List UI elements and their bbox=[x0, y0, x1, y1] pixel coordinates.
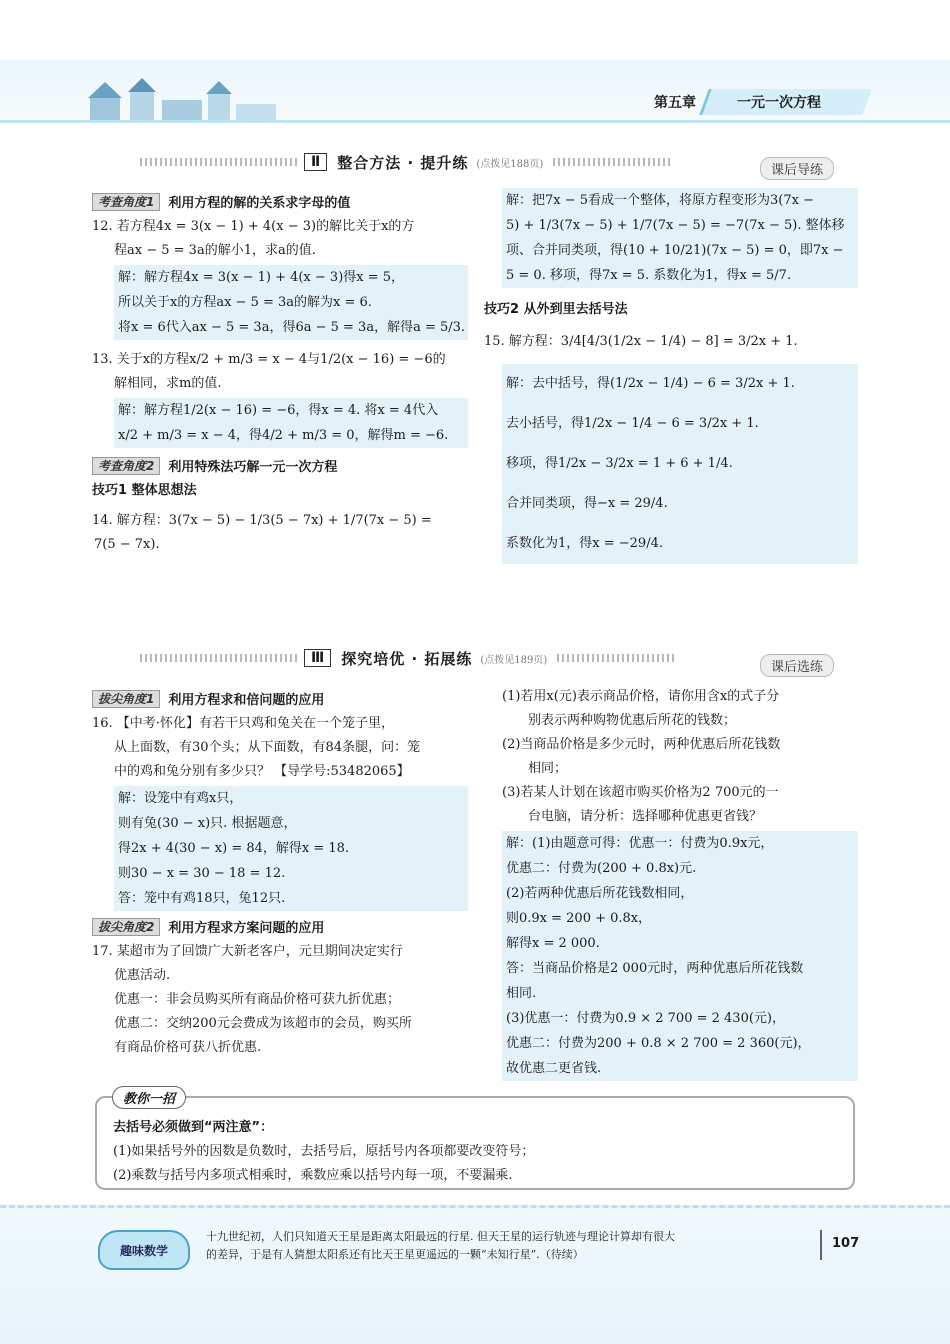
angle-heading: 考查角度1 利用方程的解的关系求字母的值 bbox=[92, 192, 472, 211]
hatch-decoration bbox=[140, 158, 300, 166]
technique-2: 技巧2 从外到里去括号法 bbox=[484, 302, 628, 317]
angle-heading: 拔尖角度2 利用方程求方案问题的应用 bbox=[92, 917, 472, 936]
technique-1: 技巧1 整体思想法 bbox=[92, 483, 197, 498]
chapter-title: 一元一次方程 bbox=[699, 89, 871, 115]
hatch-decoration bbox=[140, 654, 300, 662]
solution-17: 解：(1)由题意可得：优惠一：付费为0.9x元， 优惠二：付费为(200 + 0.8x)元. (2)若两种优惠后所花钱数相同， 则0.9x = 200 + 0.8x， 解得x = 2 000. 答：当商品价格是2 000元时，两种优惠后所花钱数 相同. (3)优惠一：付费为0.9 × 2 700 = 2 430(元)， 优惠二：付费为200 + 0.8 × 2 700 = 2 360(元)， 故优惠二更省钱. bbox=[502, 831, 858, 1081]
hatch-decoration bbox=[557, 654, 677, 662]
hatch-decoration bbox=[553, 158, 673, 166]
tip-badge: 教你一招 bbox=[112, 1086, 186, 1109]
angle-heading: 考查角度2 利用特殊法巧解一元一次方程 bbox=[92, 456, 472, 475]
problem-13: 13. 关于x的方程x/2 + m/3 = x − 4与1/2(x − 16) = −6的 解相同，求m的值. bbox=[92, 352, 446, 391]
section-2-header bbox=[140, 151, 740, 173]
problem-14: 14. 解方程：3(7x − 5) − 1/3(5 − 7x) + 1/7(7x − 5) = 7(5 − 7x). bbox=[92, 513, 432, 552]
header-divider bbox=[0, 120, 950, 123]
solution-15: 解：去中括号，得(1/2x − 1/4) − 6 = 3/2x + 1. 去小括号，得1/2x − 1/4 − 6 = 3/2x + 1. 移项，得1/2x − 3/2x = 1 + 6 + 1/4. 合并同类项，得−x = 29/4. 系数化为1，得x = −29/4. bbox=[502, 364, 858, 564]
section-2-ref: (点拨见188页) bbox=[476, 158, 544, 170]
problem-17-questions: (1)若用x(元)表示商品价格，请你用含x的式子分 别表示两种购物优惠后所花的钱数； (2)当商品价格是多少元时，两种优惠后所花钱数 相同； (3)若某人计划在该超市购买价格为2 700元的一 台电脑，请分析：选择哪种优惠更省钱？ bbox=[502, 689, 781, 824]
solution-12: 解：解方程4x = 3(x − 1) + 4(x − 3)得x = 5， 所以关于x的方程ax − 5 = 3a的解为x = 6. 将x = 6代入ax − 5 = 3a，得6a − 5 = 3a，解得a = 5/3. bbox=[114, 265, 468, 340]
fun-math-logo: 趣味数学 bbox=[98, 1230, 190, 1270]
section-2-tag: 课后导练 bbox=[760, 157, 834, 180]
tip-box bbox=[95, 1096, 855, 1190]
angle-heading: 拔尖角度1 利用方程求和倍问题的应用 bbox=[92, 689, 472, 708]
section-2-title: 整合方法 · 提升练 bbox=[337, 153, 469, 172]
section-3-header bbox=[140, 647, 740, 669]
right-column-1 bbox=[484, 188, 858, 564]
footer-text: 十九世纪初，人们只知道天王星是距离太阳最远的行星. 但天王星的运行轨迹与理论计算却有很大 的差异，于是有人猜想太阳系还有比天王星更遥远的一颗“未知行星”.（待续） bbox=[206, 1230, 675, 1261]
footer-band bbox=[0, 1205, 950, 1344]
section-2-number: Ⅱ bbox=[304, 153, 327, 171]
section-3-title: 探究培优 · 拓展练 bbox=[341, 649, 473, 668]
solution-14: 解：把7x − 5看成一个整体，将原方程变形为3(7x − 5) + 1/3(7x − 5) + 1/7(7x − 5) = −7(7x − 5). 整体移 项、合并同类项，得(10 + 10/21)(7x − 5) = 0，即7x − 5 = 0. 移项，得7x = 5. 系数化为1，得x = 5/7. bbox=[502, 188, 858, 288]
right-column-2 bbox=[502, 685, 858, 1081]
castle-illustration bbox=[80, 78, 280, 120]
tip-title: 去括号必须做到“两注意”： bbox=[113, 1120, 274, 1135]
solution-13: 解：解方程1/2(x − 16) = −6，得x = 4. 将x = 4代入 x/2 + m/3 = x − 4，得4/2 + m/3 = 0，解得m = −6. bbox=[114, 398, 468, 448]
tip-line-2: (2)乘数与括号内多项式相乘时，乘数应乘以括号内每一项，不要漏乘. bbox=[113, 1168, 513, 1183]
page-number: 107 bbox=[820, 1230, 859, 1260]
tip-line-1: (1)如果括号外的因数是负数时，去括号后，原括号内各项都要改变符号； bbox=[113, 1144, 535, 1159]
left-column-1 bbox=[92, 192, 468, 557]
problem-15: 15. 解方程：3/4[4/3(1/2x − 1/4) − 8] = 3/2x + 1. bbox=[484, 334, 798, 349]
section-3-ref: (点拨见189页) bbox=[480, 654, 548, 666]
section-3-number: Ⅲ bbox=[304, 649, 331, 667]
problem-16: 16. 【中考·怀化】有若干只鸡和兔关在一个笼子里， 从上面数，有30个头；从下面数，有84条腿，问：笼 中的鸡和兔分别有多少只？ 【导学号:53482065】 bbox=[92, 716, 421, 779]
chapter-number: 第五章 bbox=[654, 95, 696, 111]
section-3-tag: 课后选练 bbox=[760, 654, 834, 677]
left-column-2 bbox=[92, 689, 468, 1060]
chapter-header bbox=[650, 89, 867, 115]
problem-17: 17. 某超市为了回馈广大新老客户，元旦期间决定实行 优惠活动. 优惠一：非会员购买所有商品价格可获九折优惠； 优惠二：交纳200元会费成为该超市的会员，购买所 有商品价格可获八折优惠. bbox=[92, 944, 412, 1055]
problem-12: 12. 若方程4x = 3(x − 1) + 4(x − 3)的解比关于x的方 程ax − 5 = 3a的解小1，求a的值. bbox=[92, 219, 415, 258]
solution-16: 解：设笼中有鸡x只， 则有兔(30 − x)只. 根据题意， 得2x + 4(30 − x) = 84，解得x = 18. 则30 − x = 30 − 18 = 12. 答：笼中有鸡18只，兔12只. bbox=[114, 786, 468, 911]
